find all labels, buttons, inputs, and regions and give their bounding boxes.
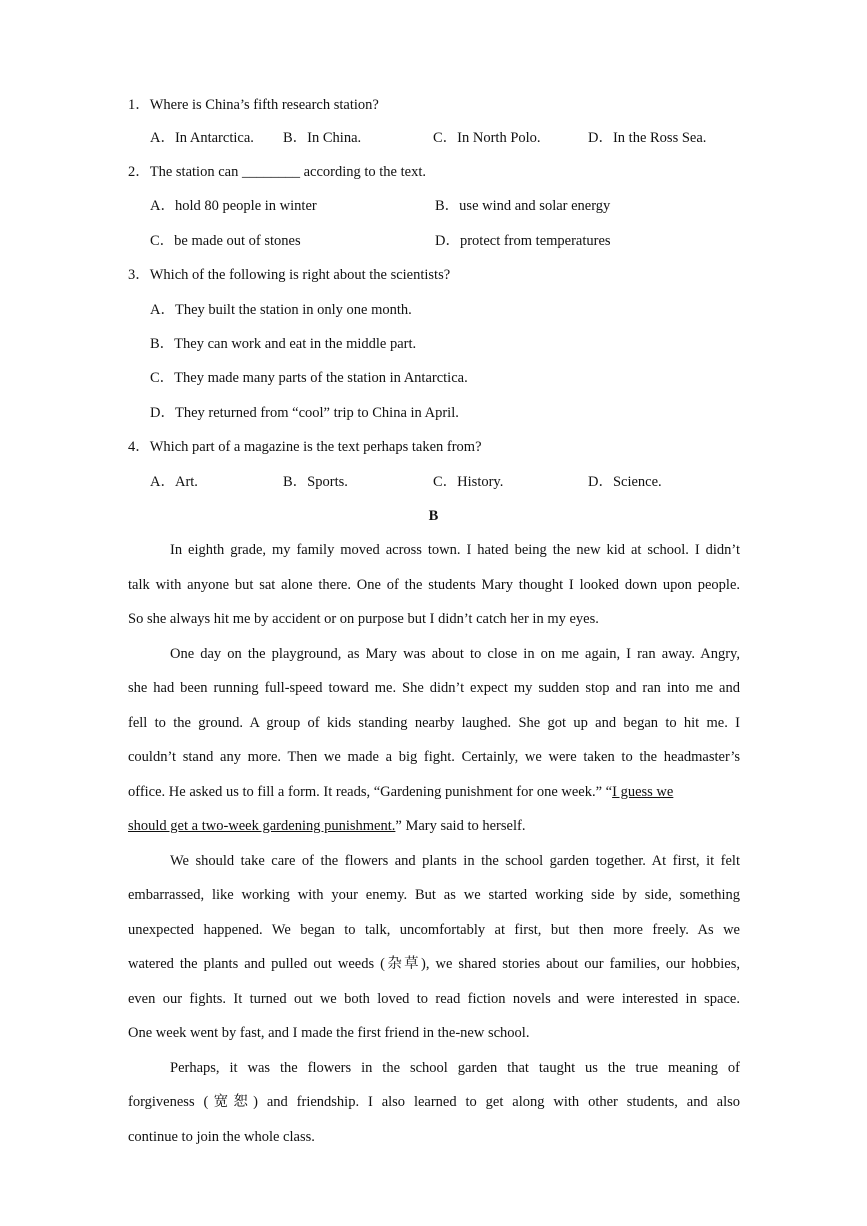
passage-p1-line-1: In eighth grade, my family moved across town. I hated being the new kid at school. I didn’t <box>170 542 740 558</box>
question-3-stem: 3．Which of the following is right about the scientists? <box>128 267 451 283</box>
question-1-option-d: D．In the Ross Sea. <box>588 130 707 146</box>
question-3-option-d: D．They returned from “cool” trip to China in April. <box>150 405 459 421</box>
question-4-stem: 4．Which part of a magazine is the text perhaps taken from? <box>128 439 482 455</box>
section-heading: B <box>428 508 439 524</box>
passage-p3-line-1: We should take care of the flowers and plants in the school garden together. At first, it felt <box>170 853 740 869</box>
passage-p2-line-4: couldn’t stand any more. Then we made a big fight. Certainly, we were taken to the headmaster’s <box>128 749 740 765</box>
question-4-option-b: B．Sports. <box>283 474 348 490</box>
passage-p3-line-4: watered the plants and pulled out weeds (杂草), we shared stories about our families, our hobbies, <box>128 956 740 972</box>
underlined-sentence-part-2: should get a two-week gardening punishment. <box>128 818 396 834</box>
question-3-option-b: B．They can work and eat in the middle part. <box>150 336 417 352</box>
passage-p3-line-2: embarrassed, like working with your enemy. But as we started working side by side, something <box>128 887 740 903</box>
passage-p2-line-1: One day on the playground, as Mary was about to close in on me again, I ran away. Angry, <box>170 646 740 662</box>
passage-p3-line-6: One week went by fast, and I made the first friend in the-new school. <box>128 1025 530 1041</box>
question-2-stem: 2．The station can ________ according to the text. <box>128 164 426 180</box>
question-3-option-a: A．They built the station in only one month. <box>150 302 412 318</box>
question-1-option-b: B．In China. <box>283 130 362 146</box>
question-1-option-c: C．In North Polo. <box>433 130 541 146</box>
passage-p3-line-3: unexpected happened. We began to talk, uncomfortably at first, but then more freely. As we <box>128 922 740 938</box>
passage-p4-line-1: Perhaps, it was the flowers in the school garden that taught us the true meaning of <box>170 1060 740 1076</box>
question-3-option-c: C．They made many parts of the station in Antarctica. <box>150 370 468 386</box>
passage-p4-line-3: continue to join the whole class. <box>128 1129 315 1145</box>
passage-p3-line-5: even our fights. It turned out we both loved to read fiction novels and were interested in space. <box>128 991 740 1007</box>
passage-p2-line-5-text: office. He asked us to fill a form. It reads, “Gardening punishment for one week.” “ <box>128 784 613 800</box>
passage-p2-line-6-text: ” Mary said to herself. <box>395 818 526 834</box>
question-4-option-a: A．Art. <box>150 474 198 490</box>
question-2-option-d: D．protect from temperatures <box>435 233 611 249</box>
question-1-stem: 1．Where is China’s fifth research station? <box>128 97 379 113</box>
passage-p2-line-6 <box>128 816 740 836</box>
question-4-option-c: C．History. <box>433 474 504 490</box>
question-2-option-b: B．use wind and solar energy <box>435 198 611 214</box>
passage-p1-line-2: talk with anyone but sat alone there. One of the students Mary thought I looked down upon people. <box>128 577 740 593</box>
passage-p2-line-3: fell to the ground. A group of kids standing nearby laughed. She got up and began to hit me. I <box>128 715 740 731</box>
passage-p4-line-2: forgiveness (宽恕) and friendship. I also learned to get along with other students, and also <box>128 1094 740 1110</box>
question-2-option-a: A．hold 80 people in winter <box>150 198 317 214</box>
passage-p1-line-3: So she always hit me by accident or on purpose but I didn’t catch her in my eyes. <box>128 611 599 627</box>
passage-p2-line-2: she had been running full-speed toward me. She didn’t expect my sudden stop and ran into me and <box>128 680 740 696</box>
passage-p2-line-5 <box>128 782 740 802</box>
question-2-option-c: C．be made out of stones <box>150 233 301 249</box>
question-4-option-d: D．Science. <box>588 474 662 490</box>
question-1-option-a: A．In Antarctica. <box>150 130 254 146</box>
underlined-sentence-part-1: I guess we <box>612 784 674 800</box>
